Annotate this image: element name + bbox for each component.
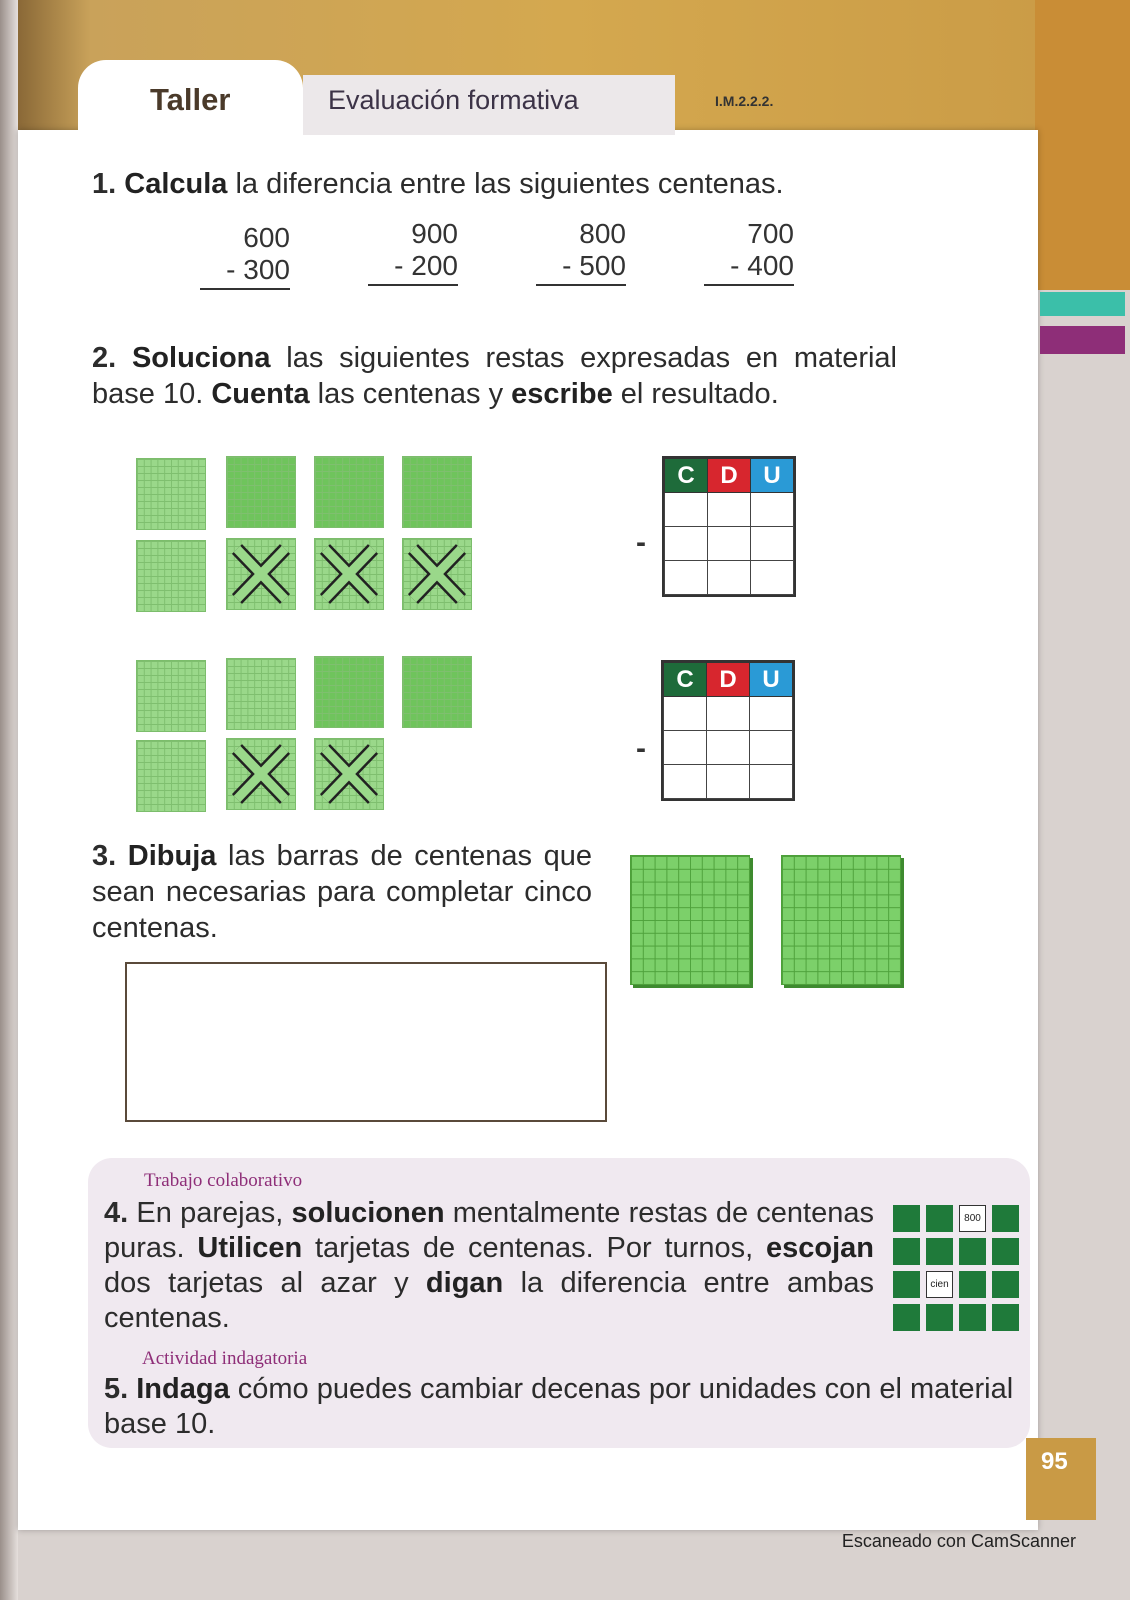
- question-3: [92, 838, 592, 946]
- cell[interactable]: [750, 765, 793, 799]
- hundred-flat: [781, 855, 901, 985]
- crossed-hundred-block: [402, 538, 472, 610]
- scanner-footer: Escaneado con CamScanner: [841, 1531, 1076, 1551]
- q2-text2: las centenas y: [309, 378, 512, 410]
- cell[interactable]: [664, 765, 707, 799]
- card: [959, 1304, 986, 1331]
- q1-text: la diferencia entre las siguientes centenas.: [227, 168, 784, 200]
- tab-taller: [78, 60, 303, 150]
- cell[interactable]: [665, 527, 708, 561]
- q2-verb3: escribe: [511, 378, 613, 410]
- hundred-block: [136, 740, 206, 812]
- card: [959, 1271, 986, 1298]
- cell[interactable]: [751, 561, 794, 595]
- operation-1: [200, 222, 290, 290]
- q4-verb1: solucionen: [291, 1197, 445, 1229]
- question-4: [104, 1196, 874, 1336]
- drawing-area[interactable]: [125, 962, 607, 1122]
- op1-bottom: - 300: [200, 254, 290, 290]
- header-u: U: [751, 459, 794, 493]
- q4-text2: mentalmente restas de centenas puras.: [104, 1197, 874, 1264]
- operation-3: [536, 218, 626, 286]
- cell[interactable]: [708, 561, 751, 595]
- q2-number: 2.: [92, 342, 117, 374]
- question-2: [92, 340, 897, 412]
- card: [992, 1304, 1019, 1331]
- q1-verb: Calcula: [124, 168, 228, 200]
- op4-top: 700: [747, 218, 794, 249]
- hundred-block: [314, 656, 384, 728]
- card: [959, 1238, 986, 1265]
- q3-verb: Dibuja: [127, 840, 217, 872]
- cell[interactable]: [708, 527, 751, 561]
- cross-icon: [403, 539, 471, 609]
- q4-text3: tarjetas de centenas. Por turnos,: [302, 1232, 766, 1264]
- card: [893, 1271, 920, 1298]
- header-d: D: [707, 663, 750, 697]
- cell[interactable]: [664, 697, 707, 731]
- cell[interactable]: [707, 697, 750, 731]
- page-number-badge: [1026, 1438, 1096, 1520]
- cell[interactable]: [665, 561, 708, 595]
- cell[interactable]: [750, 697, 793, 731]
- cross-icon: [227, 739, 295, 809]
- cell[interactable]: [750, 731, 793, 765]
- q2-verb1: Soluciona: [131, 342, 271, 374]
- q2-text3: el resultado.: [612, 378, 779, 410]
- header-c: C: [664, 663, 707, 697]
- q5-text: cómo puedes cambiar decenas por unidades con el material base 10.: [104, 1373, 1014, 1440]
- hundred-block: [226, 456, 296, 528]
- q4-verb4: digan: [425, 1267, 504, 1299]
- hundred-block: [314, 456, 384, 528]
- q4-text4: dos tarjetas al azar y: [104, 1267, 426, 1299]
- crossed-hundred-block: [226, 738, 296, 810]
- cross-icon: [315, 739, 383, 809]
- operation-4: [704, 218, 794, 286]
- q3-number: 3.: [92, 840, 117, 872]
- hundred-block: [136, 458, 206, 530]
- card: [893, 1238, 920, 1265]
- minus-sign: -: [636, 732, 646, 765]
- header-c: C: [665, 459, 708, 493]
- hundred-block: [136, 660, 206, 732]
- cross-icon: [315, 539, 383, 609]
- skill-code: I.M.2.2.2.: [715, 93, 774, 109]
- tab-eval-label: Evaluación formativa: [328, 85, 579, 115]
- q2-verb2: Cuenta: [211, 378, 310, 410]
- hundred-block: [402, 656, 472, 728]
- op3-bottom: - 500: [536, 250, 626, 286]
- q4-verb3: escojan: [765, 1232, 874, 1264]
- page-number: 95: [1041, 1448, 1068, 1475]
- card: [926, 1304, 953, 1331]
- cell[interactable]: [708, 493, 751, 527]
- hundred-flat: [630, 855, 750, 985]
- q4-text5: la diferencia entre ambas centenas.: [104, 1267, 874, 1334]
- op1-top: 600: [243, 222, 290, 253]
- hundred-block: [226, 658, 296, 730]
- hundred-block: [402, 456, 472, 528]
- label-trabajo-colaborativo: Trabajo colaborativo: [144, 1170, 303, 1191]
- card-cien: cien: [926, 1271, 953, 1298]
- cell[interactable]: [664, 731, 707, 765]
- cell[interactable]: [665, 493, 708, 527]
- sidebar-teal-stripe: [1040, 292, 1125, 316]
- q5-verb: Indaga: [136, 1373, 230, 1405]
- header-u: U: [750, 663, 793, 697]
- card-800: 800: [959, 1205, 986, 1232]
- q4-verb2: Utilicen: [197, 1232, 303, 1264]
- card: [926, 1238, 953, 1265]
- q3-text: las barras de centenas que sean necesarias para completar cinco centenas.: [92, 840, 592, 944]
- label-actividad-indagatoria: Actividad indagatoria: [142, 1348, 308, 1369]
- op2-top: 900: [411, 218, 458, 249]
- tab-evaluacion: [303, 75, 675, 135]
- op3-top: 800: [579, 218, 626, 249]
- card: [926, 1205, 953, 1232]
- right-banner: [1035, 0, 1130, 290]
- card: [992, 1238, 1019, 1265]
- hundred-block: [136, 540, 206, 612]
- tab-taller-label: Taller: [150, 82, 231, 117]
- op4-bottom: - 400: [704, 250, 794, 286]
- crossed-hundred-block: [314, 738, 384, 810]
- operation-2: [368, 218, 458, 286]
- q1-number: 1.: [92, 168, 117, 200]
- sidebar-plum-stripe: [1040, 326, 1125, 354]
- card: [992, 1205, 1019, 1232]
- op2-bottom: - 200: [368, 250, 458, 286]
- card: [893, 1205, 920, 1232]
- cdu-table-1: [662, 456, 796, 597]
- cross-icon: [227, 539, 295, 609]
- cdu-table-2: [661, 660, 795, 801]
- cell[interactable]: [751, 493, 794, 527]
- card: [893, 1304, 920, 1331]
- header-d: D: [708, 459, 751, 493]
- q4-number: 4.: [104, 1197, 129, 1229]
- book-spine: [0, 0, 18, 1600]
- q4-text1: En parejas,: [136, 1197, 292, 1229]
- question-1: [92, 166, 784, 202]
- crossed-hundred-block: [226, 538, 296, 610]
- crossed-hundred-block: [314, 538, 384, 610]
- cell[interactable]: [707, 731, 750, 765]
- q2-text1: las siguientes restas expresadas en material base 10.: [92, 342, 897, 410]
- q5-number: 5.: [104, 1373, 129, 1405]
- minus-sign: -: [636, 526, 646, 559]
- question-5: [104, 1372, 1014, 1442]
- card: [992, 1271, 1019, 1298]
- cell[interactable]: [707, 765, 750, 799]
- cell[interactable]: [751, 527, 794, 561]
